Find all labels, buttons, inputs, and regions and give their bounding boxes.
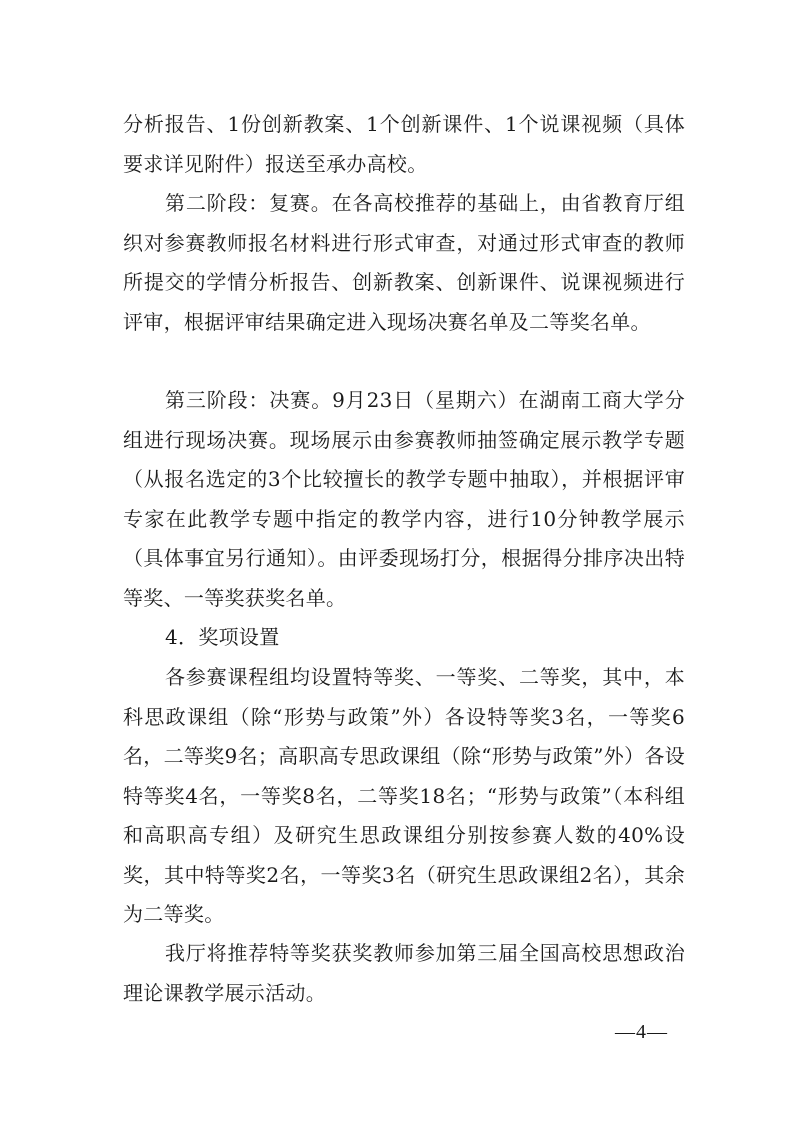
paragraph-third-stage: 第三阶段：决赛。9月23日（星期六）在湖南工商大学分组进行现场决赛。现场展示由参赛教师抽签确定展示教学专题（从报名选定的3个比较擅长的教学专题中抽取），并根据评审专家在此教学专题中指定的教学内容，进行10分钟教学展示（具体事宜另行通知）。由评委现场打分，根据得分排序决出特等奖、一等奖获奖名单。: [123, 388, 685, 610]
paragraph-submission-continued: 分析报告、1份创新教案、1个创新课件、1个说课视频（具体要求详见附件）报送至承办高校。: [123, 112, 685, 176]
paragraph-award-settings: 各参赛课程组均设置特等奖、一等奖、二等奖，其中，本科思政课组（除“形势与政策”外）各设特等奖3名，一等奖6名，二等奖9名；高职高专思政课组（除“形势与政策”外）各设特等奖4名，一等奖8名，二等奖18名；“形势与政策”（本科组和高职高专组）及研究生思政课组分别按参赛人数的40%设奖，其中特等奖2名，一等奖3名（研究生思政课组2名），其余为二等奖。: [123, 665, 685, 926]
page-number: —4—: [615, 1021, 668, 1043]
paragraph-second-stage: 第二阶段：复赛。在各高校推荐的基础上，由省教育厅组织对参赛教师报名材料进行形式审查，对通过形式审查的教师所提交的学情分析报告、创新教案、创新课件、说课视频进行评审，根据评审结果确定进入现场决赛名单及二等奖名单。: [123, 191, 685, 334]
paragraph-recommendation: 我厅将推荐特等奖获奖教师参加第三届全国高校思想政治理论课教学展示活动。: [123, 941, 685, 1005]
section-heading-awards: 4．奖项设置: [165, 625, 280, 649]
